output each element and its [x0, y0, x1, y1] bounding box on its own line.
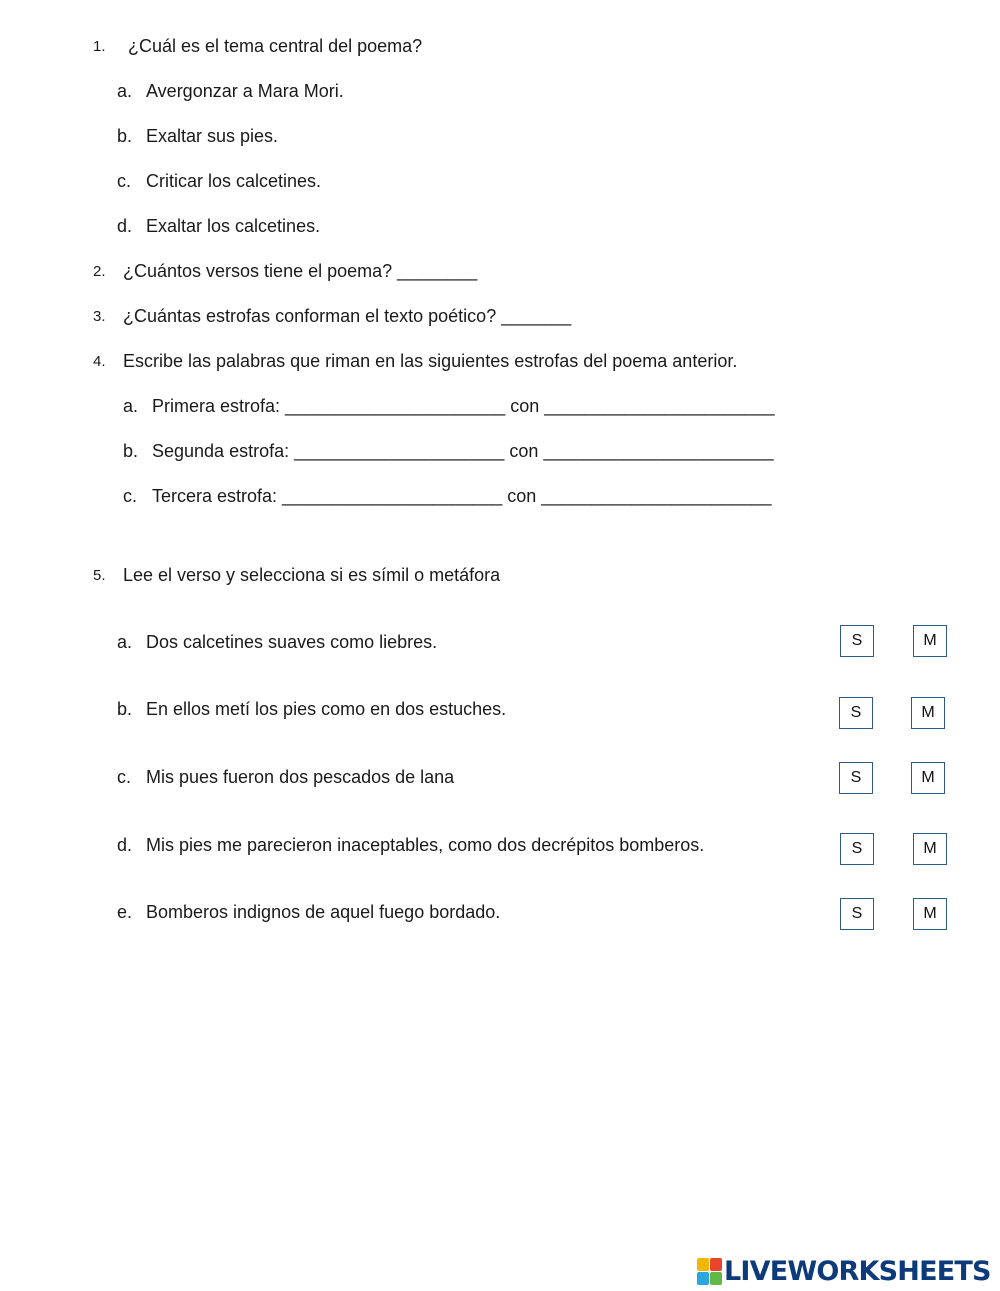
logo-text: LIVEWORKSHEETS	[724, 1255, 991, 1287]
q5-number: 5.	[93, 567, 106, 584]
q2-text: ¿Cuántos versos tiene el poema? ________	[123, 261, 478, 281]
q5-item-e-text: Bomberos indignos de aquel fuego bordado.	[146, 902, 501, 922]
q1-option-b-text: Exaltar sus pies.	[146, 126, 279, 146]
q5-item-e-letter: e.	[117, 902, 133, 922]
q4-item-b-text: Segunda estrofa: _____________________ con _______________________	[152, 441, 774, 461]
liveworksheets-logo	[697, 1255, 991, 1287]
q5-a-simil-option[interactable]: S	[840, 625, 874, 657]
q5-item-c-text: Mis pues fueron dos pescados de lana	[146, 767, 455, 787]
q3-number: 3.	[93, 308, 106, 325]
q5-e-metafora-option[interactable]: M	[913, 898, 947, 930]
q5-item-a-text: Dos calcetines suaves como liebres.	[146, 632, 438, 652]
q5-b-metafora-option[interactable]: M	[911, 697, 945, 729]
q1-text: ¿Cuál es el tema central del poema?	[128, 36, 423, 56]
q5-c-simil-option[interactable]: S	[839, 762, 873, 794]
q5-b-simil-option[interactable]: S	[839, 697, 873, 729]
liveworksheets-logo-icon	[697, 1258, 721, 1284]
q5-text: Lee el verso y selecciona si es símil o metáfora	[123, 565, 501, 585]
q4-item-b-letter: b.	[123, 441, 139, 461]
q4-item-a-text: Primera estrofa: ______________________ con _______________________	[152, 396, 775, 416]
q2-number: 2.	[93, 263, 106, 280]
q1-option-d-text: Exaltar los calcetines.	[146, 216, 321, 236]
q4-item-a-letter: a.	[123, 396, 139, 416]
q5-item-b-letter: b.	[117, 699, 133, 719]
q5-d-metafora-option[interactable]: M	[913, 833, 947, 865]
q4-item-c-letter: c.	[123, 486, 138, 506]
q1-option-b-letter: b.	[117, 126, 133, 146]
q5-d-simil-option[interactable]: S	[840, 833, 874, 865]
q1-option-c-letter: c.	[117, 171, 132, 191]
q5-item-d-letter: d.	[117, 835, 133, 855]
q5-item-c-letter: c.	[117, 767, 132, 787]
q5-item-d-text: Mis pies me parecieron inaceptables, como dos decrépitos bomberos.	[146, 835, 705, 855]
q5-c-metafora-option[interactable]: M	[911, 762, 945, 794]
q5-a-metafora-option[interactable]: M	[913, 625, 947, 657]
q1-option-a-text: Avergonzar a Mara Mori.	[146, 81, 344, 101]
q4-item-c-text: Tercera estrofa: ______________________ con _______________________	[152, 486, 772, 506]
q5-e-simil-option[interactable]: S	[840, 898, 874, 930]
q1-option-c-text: Criticar los calcetines.	[146, 171, 322, 191]
q5-item-a-letter: a.	[117, 632, 133, 652]
q4-number: 4.	[93, 353, 106, 370]
q3-text: ¿Cuántas estrofas conforman el texto poético? _______	[123, 306, 572, 326]
q1-number: 1.	[93, 38, 106, 55]
q4-text: Escribe las palabras que riman en las siguientes estrofas del poema anterior.	[123, 351, 738, 371]
q1-option-a-letter: a.	[117, 81, 133, 101]
q1-option-d-letter: d.	[117, 216, 133, 236]
q5-item-b-text: En ellos metí los pies como en dos estuches.	[146, 699, 507, 719]
